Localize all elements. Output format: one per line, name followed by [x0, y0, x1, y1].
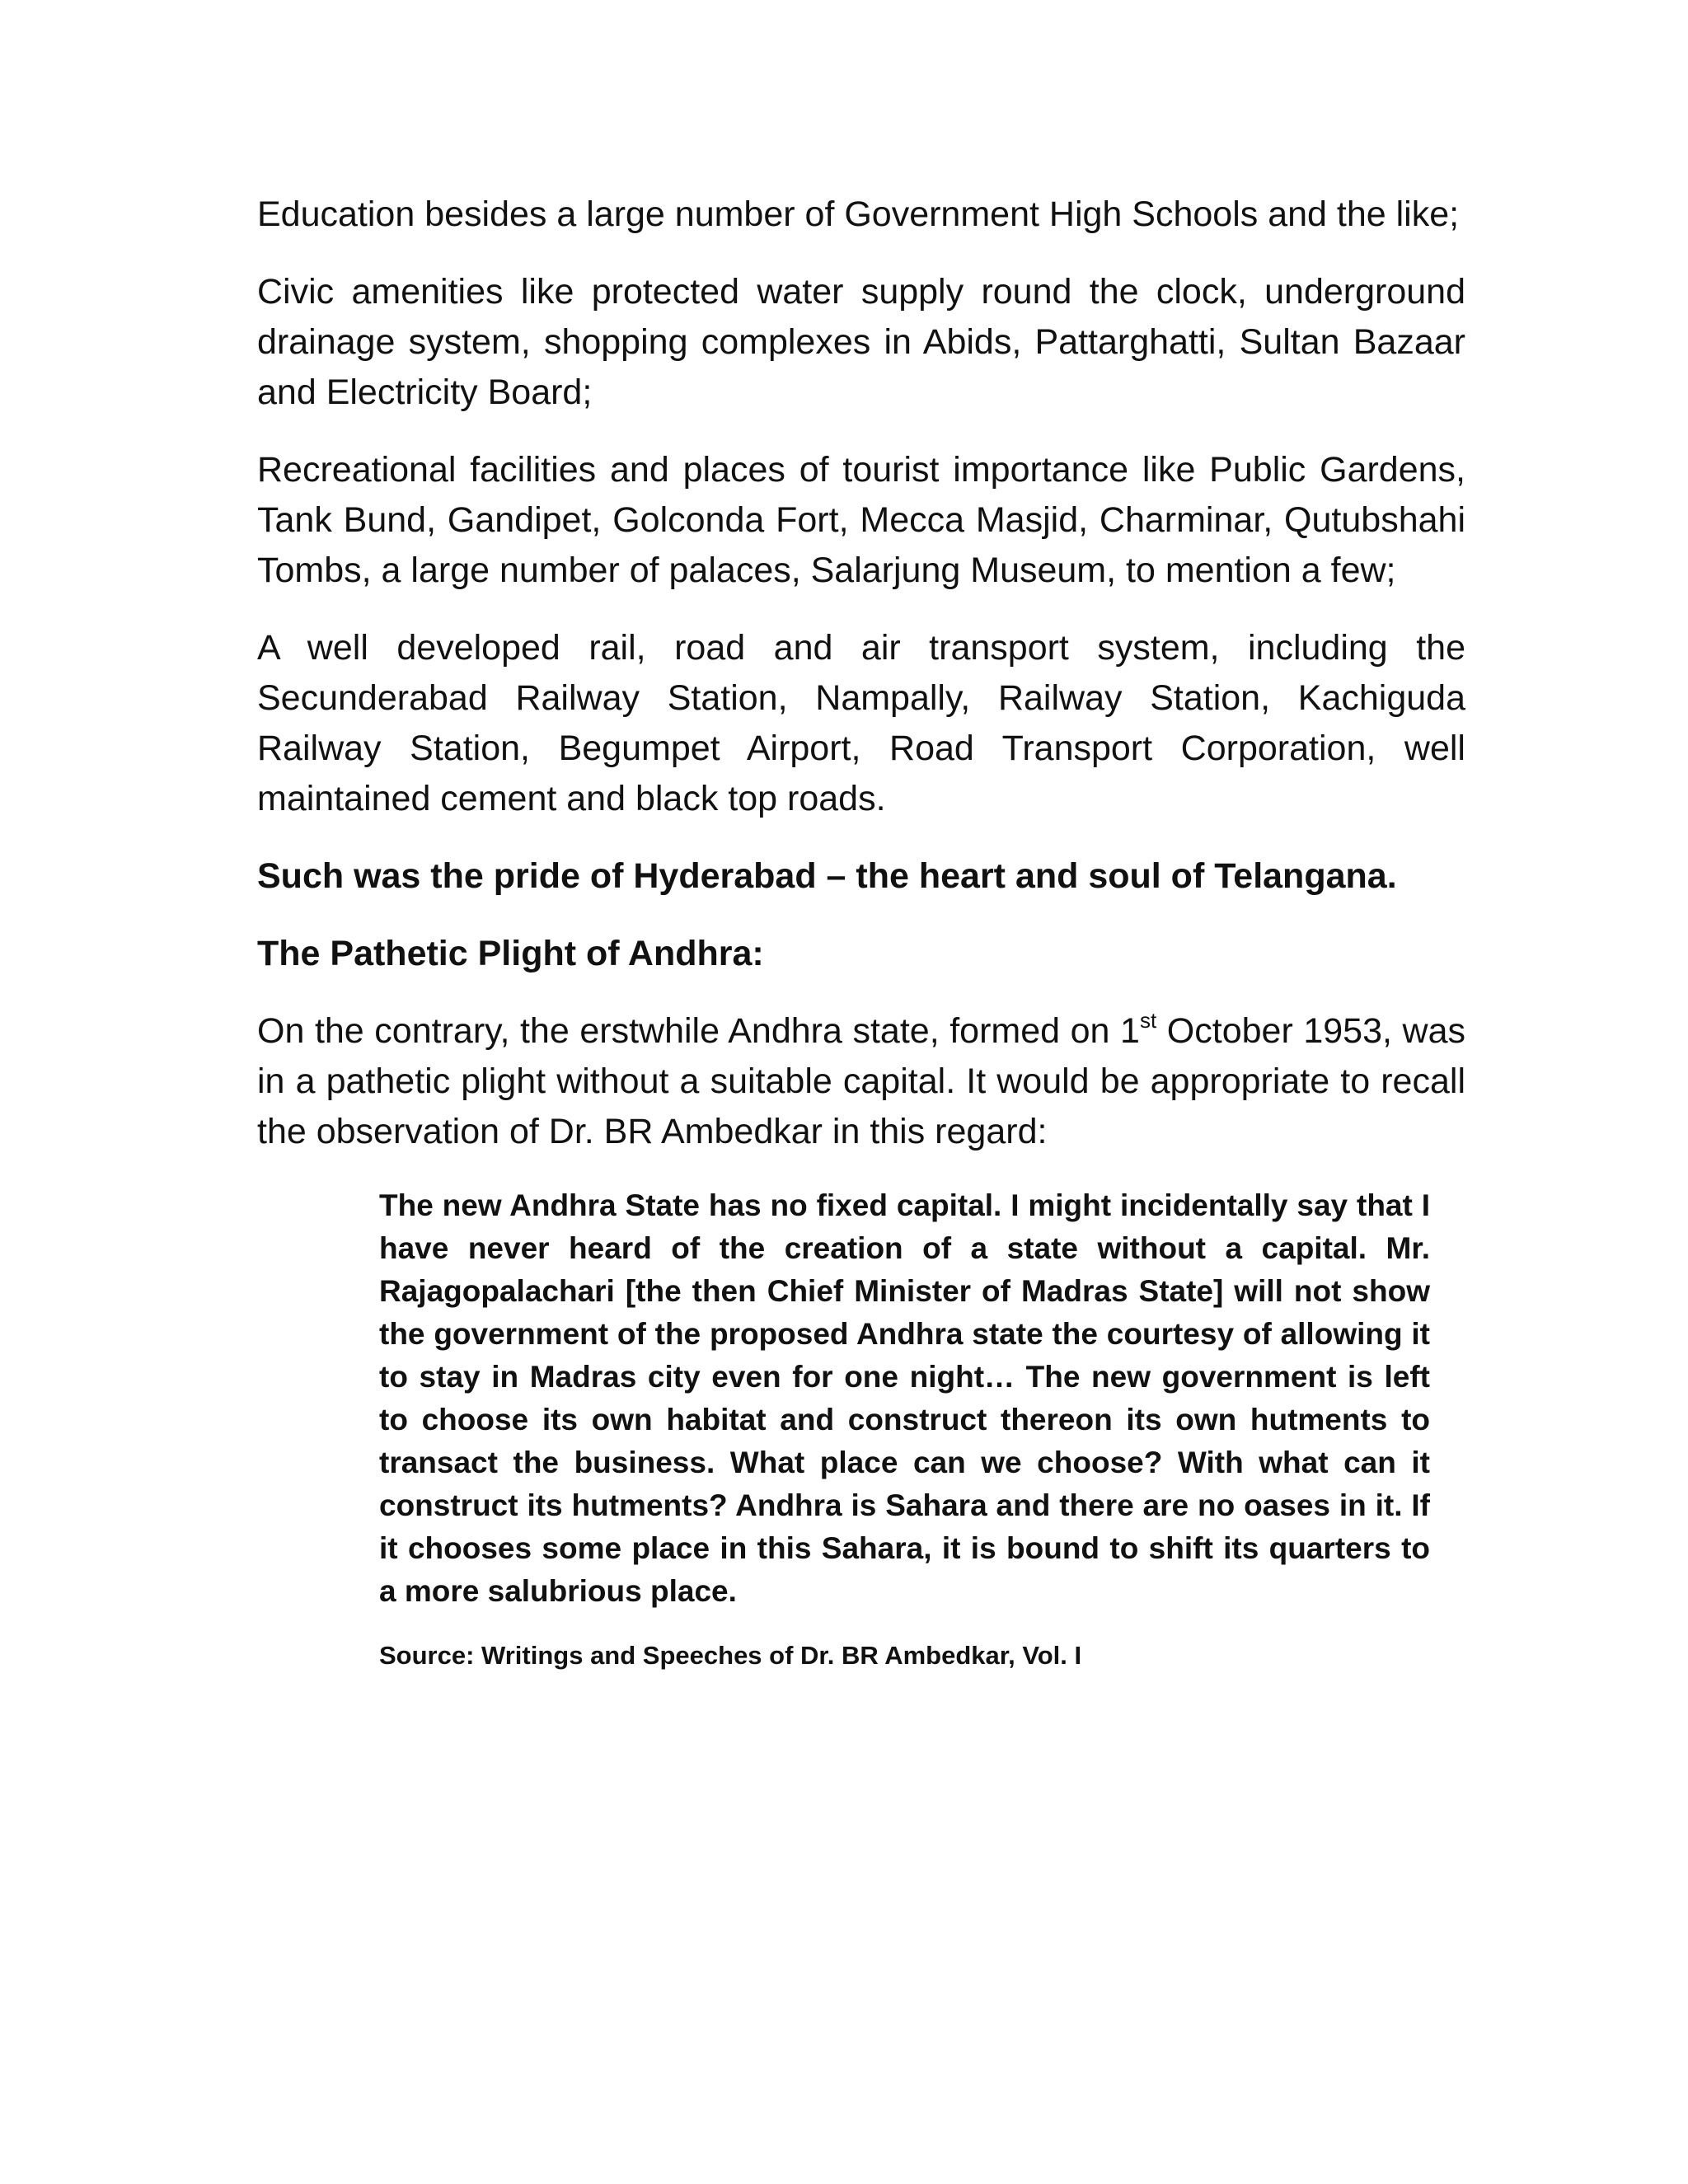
section-heading: The Pathetic Plight of Andhra: — [257, 934, 764, 973]
ambedkar-quote: The new Andhra State has no fixed capital. I might incidentally say that I have never heard of the creation of a state without a capital. Mr. Rajagopalachari [the then Chief Minister of Madras State] will not show the government of the proposed Andhra state the courtesy of allowing it to stay in Madras city even for one night… The new government is left to choose its own habitat and construct thereon its own hutments to transact the business. What place can we choose? With what can it construct its hutments? Andhra is Sahara and there are no oases in it. If it chooses some place in this Sahara, it is bound to shift its quarters to a more salubrious place. — [379, 1188, 1430, 1608]
ordinal-superscript: st — [1139, 1008, 1157, 1033]
contrary-paragraph — [257, 1006, 1465, 1157]
transport-paragraph: A well developed rail, road and air transport system, including the Secunderabad Railway Station, Nampally, Railway Station, Kachiguda Railway Station, Begumpet Airport, Road Transport Corporation, well maintained cement and black top roads. — [257, 628, 1465, 818]
civic-amenities-paragraph: Civic amenities like protected water supply round the clock, underground drainage system, shopping complexes in Abids, Pattarghatti, Sultan Bazaar and Electricity Board; — [257, 272, 1465, 412]
quote-source: Source: Writings and Speeches of Dr. BR Ambedkar, Vol. I — [379, 1641, 1082, 1670]
contrary-text-start: On the contrary, the erstwhile Andhra state, formed on 1 — [257, 1011, 1140, 1051]
document-page — [257, 190, 1465, 1674]
contrary-text-end: October 1953, was in a pathetic plight without a suitable capital. It would be appropriate to recall the observation of Dr. BR Ambedkar in this regard: — [257, 1011, 1466, 1151]
pride-statement: Such was the pride of Hyderabad – the heart and soul of Telangana. — [257, 856, 1397, 896]
education-paragraph: Education besides a large number of Government High Schools and the like; — [257, 194, 1460, 234]
recreational-facilities-paragraph: Recreational facilities and places of tourist importance like Public Gardens, Tank Bund, Gandipet, Golconda Fort, Mecca Masjid, Charminar, Qutubshahi Tombs, a large number of palaces, Salarjung Museum, to mention a few; — [257, 450, 1465, 590]
